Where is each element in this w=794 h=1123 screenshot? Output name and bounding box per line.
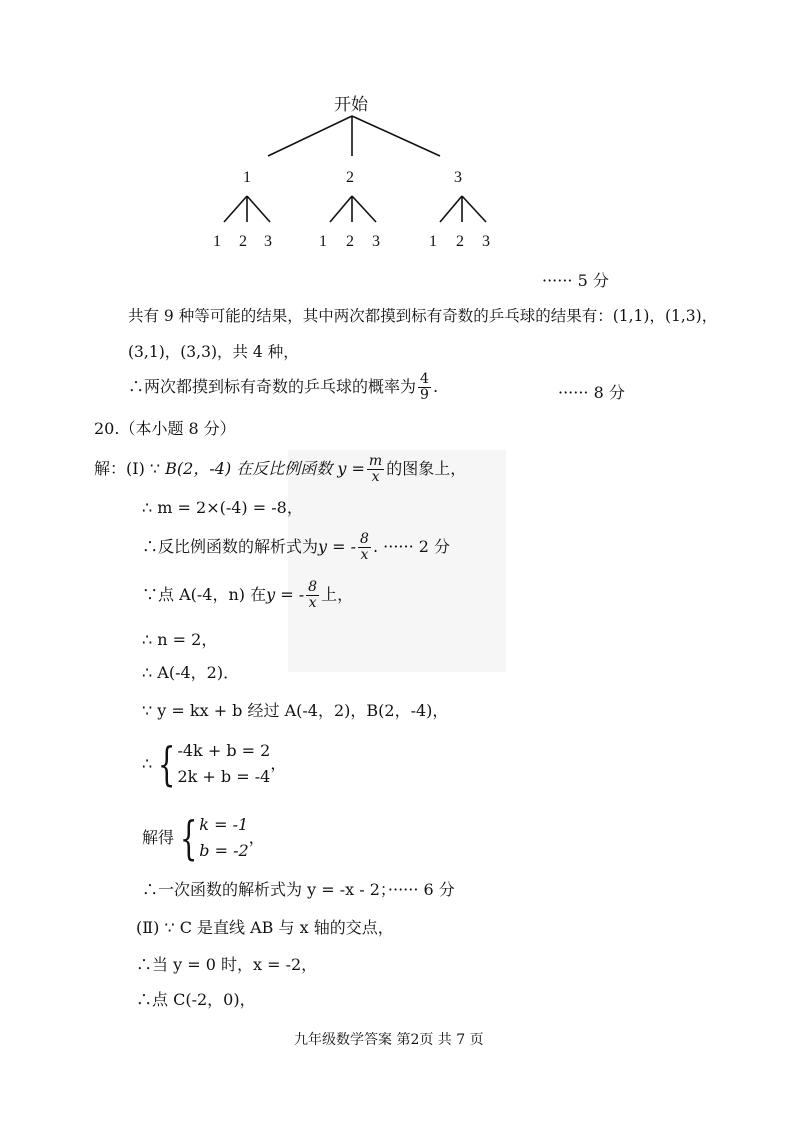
system-eq-1: -4k + b = 2 — [177, 741, 271, 760]
result-count-line2: (3,1)，(3,3)，共 4 种， — [128, 343, 299, 361]
system-comma: ， — [248, 828, 265, 847]
tree-leaf-3-2: 2 — [456, 233, 464, 250]
tree-root-label: 开始 — [334, 95, 368, 115]
tree-leaf-2-2: 2 — [346, 233, 354, 250]
left-brace-icon: { — [179, 811, 198, 865]
point-A-coords-line: ∴ A(-4，2)． — [142, 663, 240, 682]
m-value-line: ∴ m = 2×(-4) = -8， — [142, 498, 303, 517]
solution-equations — [199, 812, 248, 864]
tree-edge-2-3 — [352, 196, 376, 222]
probability-period: . — [432, 377, 439, 396]
tree-leaf-1-2: 2 — [239, 233, 247, 250]
system-equations — [177, 738, 270, 790]
solution-prefix: 解：(Ⅰ) ∵ — [94, 459, 161, 478]
page-footer: 九年级数学答案 第2页 共 7 页 — [294, 1032, 484, 1048]
system-eq-2: 2k + b = -4 — [177, 767, 271, 786]
point-B-text: B(2，-4) 在反比例函数 — [165, 459, 333, 478]
left-brace-icon: { — [158, 737, 176, 791]
reciprocal-text: ∴反比例函数的解析式为 — [142, 537, 319, 556]
tree-node-3: 3 — [454, 169, 462, 186]
graph-suffix: 的图象上， — [386, 459, 467, 478]
fraction-numerator: 4 — [420, 371, 429, 387]
fraction-denominator: 9 — [420, 387, 429, 403]
reciprocal-score: . ······ 2 分 — [372, 537, 451, 556]
linear-through-line: ∵ y = kx + b 经过 A(-4，2)，B(2，-4)， — [142, 701, 449, 720]
m-over-x-fraction — [367, 454, 384, 485]
point-A-text: ∵点 A(-4，n) 在 — [142, 585, 267, 604]
when-y-zero-line: ∴当 y = 0 时，x = -2， — [136, 955, 318, 974]
tree-edge-root-1 — [268, 116, 352, 156]
therefore-symbol: ∴ — [142, 754, 153, 773]
function-y-eq: y = — [337, 459, 365, 478]
equation-system-2 — [142, 812, 265, 864]
tree-leaf-3-3: 3 — [482, 233, 490, 250]
tree-edge-3-3 — [462, 196, 486, 222]
reciprocal-y-eq: y = - — [318, 537, 357, 556]
result-count-line1: 共有 9 种等可能的结果，其中两次都摸到标有奇数的乒乓球的结果有：(1,1)，(1,3)， — [128, 307, 718, 325]
solution-b: b = -2 — [199, 841, 249, 860]
n-value-line: ∴ n = 2， — [142, 630, 218, 649]
question-20-title: 20.（本小题 8 分） — [94, 419, 236, 438]
tree-edge-root-3 — [352, 116, 440, 156]
solve-label: 解得 — [142, 828, 175, 847]
tree-edge-1-3 — [247, 196, 270, 222]
tree-edge-3-1 — [440, 196, 462, 222]
tree-leaf-2-3: 3 — [372, 233, 380, 250]
tree-diagram-lines — [0, 0, 794, 260]
fraction-denominator: x — [308, 595, 317, 611]
fraction-numerator: 8 — [308, 579, 318, 595]
reciprocal-formula-line — [142, 532, 450, 563]
point-A-y-eq: y = - — [266, 585, 305, 604]
part-II-line: (Ⅱ) ∵ C 是直线 AB 与 x 轴的交点， — [136, 918, 394, 937]
eight-over-x-fraction — [358, 532, 371, 563]
tree-node-2: 2 — [346, 169, 354, 186]
score-8-marker: ······ 8 分 — [558, 383, 625, 402]
tree-leaf-3-1: 1 — [429, 233, 437, 250]
probability-text: ∴两次都摸到标有奇数的乒乓球的概率为 — [128, 377, 417, 396]
solution-line-1 — [94, 454, 466, 485]
fraction-numerator: m — [368, 453, 383, 469]
score-5-marker: ······ 5 分 — [542, 271, 609, 290]
tree-leaf-2-1: 1 — [319, 233, 327, 250]
probability-fraction — [418, 372, 431, 403]
eight-over-x-fraction-2 — [306, 580, 319, 611]
point-C-line: ∴点 C(-2，0)， — [136, 990, 256, 1009]
point-A-suffix: 上， — [321, 585, 354, 604]
equation-system-1 — [142, 738, 286, 790]
tree-leaf-1-3: 3 — [264, 233, 272, 250]
fraction-numerator: 8 — [360, 531, 369, 547]
tree-edge-2-1 — [330, 196, 352, 222]
linear-formula-line: ∴一次函数的解析式为 y = -x - 2；······ 6 分 — [142, 880, 455, 899]
tree-leaf-1-1: 1 — [213, 233, 221, 250]
fraction-denominator: x — [371, 469, 380, 485]
tree-node-1: 1 — [243, 169, 251, 186]
tree-edge-1-1 — [224, 196, 247, 222]
point-A-line — [142, 580, 353, 611]
fraction-denominator: x — [360, 547, 369, 563]
probability-line — [128, 372, 438, 403]
system-comma: ， — [270, 754, 287, 773]
solution-k: k = -1 — [199, 815, 249, 834]
